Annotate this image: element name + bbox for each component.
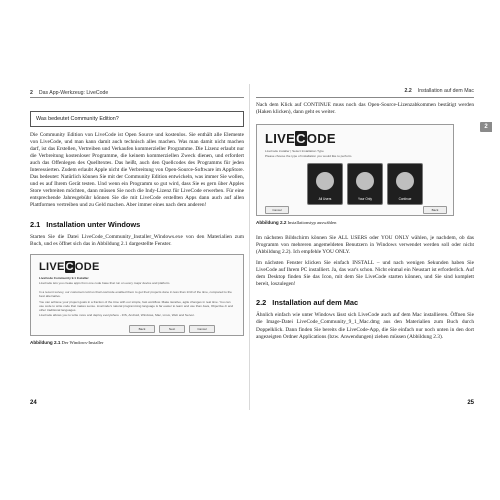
right-page — [256, 88, 474, 406]
installer-title: LiveCode Community 9.1 Installer — [39, 275, 89, 280]
intro-text: Nach dem Klick auf CONTINUE muss noch das Open-Source-Lizenzabkommen bestätigt werden (Haken klicken), dann geht es weiter. — [256, 102, 474, 116]
paragraph-install: Im nächsten Fenster klicken Sie einfach INSTALL – und nach wenigen Sekunden haben Sie LiveCode auf Ihrem PC installiert. Ja, das war's schon. Nicht einmal ein Neustart ist erforderlich. Auf dem Desktop finden Sie das Icon, mit dem Sie LiveCode starten können, und Sie sind komplett bereit, loszulegen! — [256, 260, 474, 288]
section-heading-mac — [256, 298, 474, 307]
back-button[interactable]: Back — [129, 325, 155, 333]
paragraph-you-only: Im nächsten Bildschirm können Sie ALL USERS oder YOU ONLY wählen, je nachdem, ob das Programm von mehreren angemeldeten Benutzern in Windows verwendet werden soll oder nicht (Abbildung 2.2). Ich empfehle YOU ONLY. — [256, 235, 474, 256]
section-text-mac: Ähnlich einfach wie unter Windows lässt sich LiveCode auch auf dem Mac installieren. Öffnen Sie die Image-Datei LiveCode_Community_9_1_Mac.dmg aus den Materialien zum Buch durch Doppelklick. Dann finden Sie bereits die LiveCode-App, die Sie einfach nur noch unten in den dort angezeigten Ordner Applications (bzw. Anwendungen) ziehen müssen (Abbildung 2.3). — [256, 312, 474, 340]
mac-installer-screenshot — [256, 124, 454, 216]
right-header-number: 2.2 — [404, 88, 412, 94]
livecode-logo: LIVECODE — [265, 131, 336, 147]
info-box-label: Was bedeutet Community Edition? — [36, 116, 119, 122]
section-title: Installation auf dem Mac — [272, 298, 359, 308]
section-text-windows: Starten Sie die Datei LiveCode_Community_Installer_Windows.exe von den Materialien zum Buch, und es öffnet sich das in Abbildung 2.1 dargestellte Fenster. — [30, 233, 244, 247]
info-box — [30, 111, 244, 127]
figure-caption-2-1: Abbildung 2.1 Der Windows-Installer — [30, 339, 104, 345]
livecode-logo: LIVECODE — [39, 260, 100, 273]
section-title: Installation unter Windows — [46, 219, 141, 229]
option-all-users[interactable]: All Users — [307, 163, 343, 205]
option-you-only[interactable]: Your Only — [347, 163, 383, 205]
back-button[interactable]: Back — [423, 206, 447, 214]
book-spine — [249, 84, 250, 410]
figure-caption-2-2: Abbildung 2.2 Installationstyp auswählen — [256, 220, 337, 226]
installer-paragraph-1: LiveCode lets you create apps from one code base that run on every major device and platform. — [39, 280, 171, 285]
left-running-head — [30, 88, 244, 98]
section-number: 2.2 — [256, 298, 267, 308]
right-page-number: 25 — [467, 400, 474, 406]
right-header-title: Installation auf dem Mac — [417, 88, 474, 94]
installer-paragraph-3: You can achieve your project goals in a fraction of the time with our simple, fast workflow. Make iterative, agile changes in real time. You can use code to write code that makes sense. LiveCode's natural programming language is far easier to learn and use than Java, Objective-C and other traditional languages. — [39, 299, 234, 312]
gear-icon — [396, 172, 414, 190]
cancel-button[interactable]: Cancel — [265, 206, 289, 214]
cancel-button[interactable]: Cancel — [189, 325, 215, 333]
right-running-head — [256, 88, 474, 98]
installer-paragraph-2: In a recent survey, our customers told us that LiveCode enabled them to get their projects done in less than 1/10 of the time, compared to the best alternative. — [39, 289, 232, 298]
info-box-text: Die Community Edition von LiveCode ist Open Source und kostenlos. Sie enthält alle Elemente von LiveCode, und man kann damit auch technisch alles machen. Was man damit nicht machen darf, ist das Erstellen, Vertreiben und Verkaufen kommerzieller Programme. Die Lizenz erlaubt nur die Verbreitung kostenloser Programme, die keinem kommerziellen Zweck dienen, und erfordert auch das Offenlegen des Quelltextes. Das heißt, auch den Quellcodes des Programms für jeden Interessierten. Zudem erlaubt Apple nicht die Verbreitung von Open-Source-Software im AppStore. Das bedeutet: Natürlich können Sie mit der Community Edition entwickeln, was immer Sie wollen, und es auf Ihrem Gerät testen. Und wenn ein Programm so gut wird, dass Sie es gern über Apples Store verbreiten möchten, dann müssen Sie noch die Indy-Lizenz für LiveCode erwerben. Für eine entsprechende Jahresgebühr können Sie die mit LiveCode erstellten Apps dann auch auf allen Plattformen vertreiben und zu Geld machen. Aber immer eines nach dem anderen! — [30, 132, 244, 209]
user-icon — [356, 172, 374, 190]
option-continue[interactable]: Continue — [387, 163, 423, 205]
section-heading-windows — [30, 220, 244, 229]
installer-prompt: Please choose the type of installation you would like to perform. — [265, 154, 353, 159]
section-number: 2.1 — [30, 219, 41, 229]
users-icon — [316, 172, 334, 190]
left-page-number: 24 — [30, 400, 37, 406]
windows-installer-screenshot — [30, 254, 244, 336]
left-page — [30, 88, 244, 406]
left-header-number: 2 — [30, 89, 33, 96]
chapter-tab: 2 — [480, 122, 492, 132]
installer-paragraph-4: LiveCode allows you to write more and deploy everywhere - iOS, Android, Windows, Mac, Linux, Web and Server. — [39, 312, 195, 317]
left-header-title: Das App-Werkzeug: LiveCode — [38, 89, 109, 96]
next-button[interactable]: Next — [159, 325, 185, 333]
installer-subtitle: LiveCode installer | Select Installation Type — [265, 149, 324, 154]
